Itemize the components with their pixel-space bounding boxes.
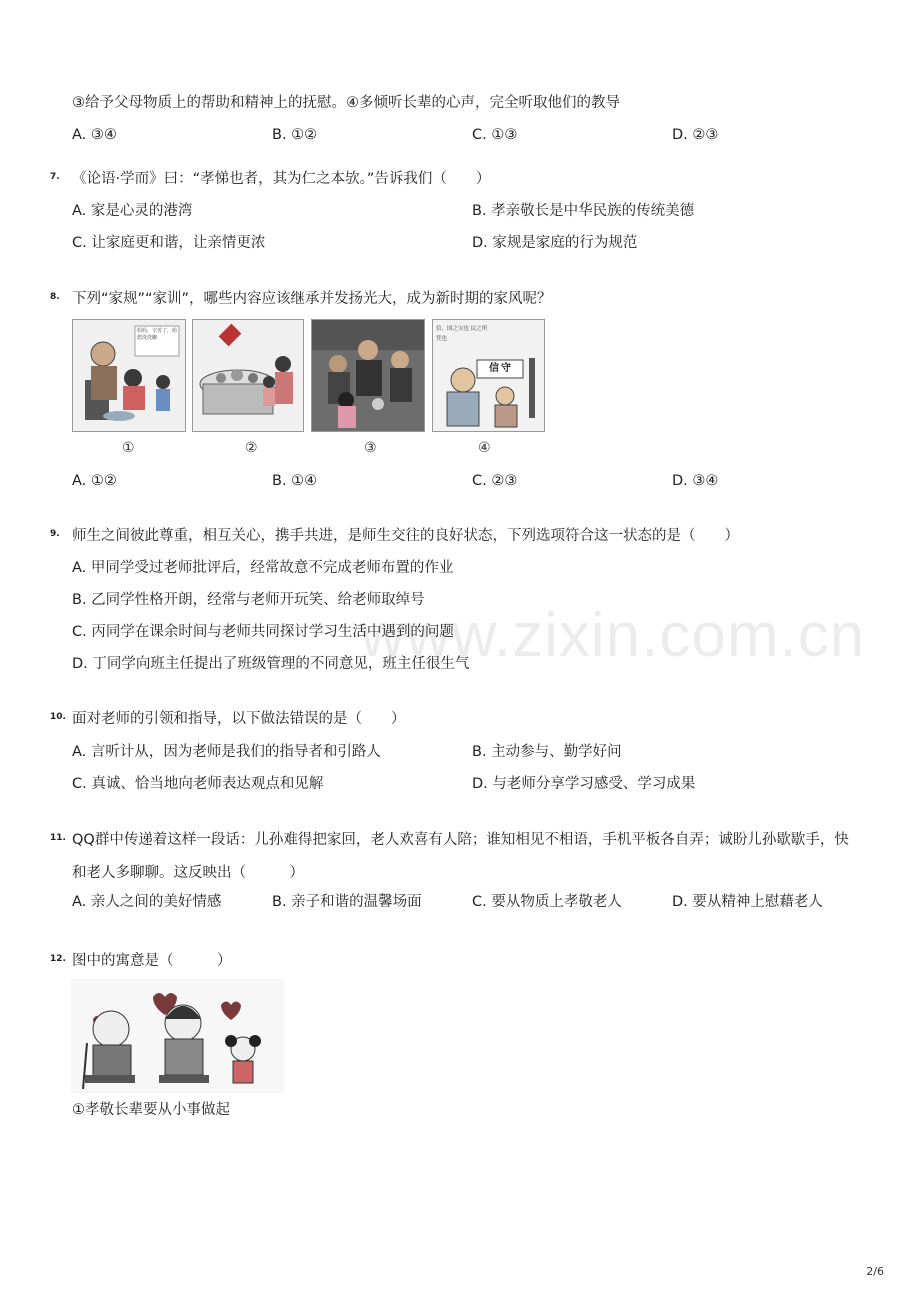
q8-number: 8. — [50, 292, 60, 302]
q7-option-b[interactable]: B. 孝亲敬长是中华民族的传统美德 — [472, 203, 695, 219]
q8-image-4 — [432, 319, 545, 432]
page-number: 2/6 — [866, 1265, 884, 1278]
q6-option-b[interactable]: B. ①② — [272, 127, 318, 143]
q10-option-c[interactable]: C. 真诚、恰当地向老师表达观点和见解 — [72, 776, 324, 792]
q8-image-4-sign: 信守 — [489, 363, 513, 374]
q11-option-c[interactable]: C. 要从物质上孝敬老人 — [472, 894, 622, 910]
q11-number: 11. — [50, 833, 66, 843]
q11-stem-line1: QQ群中传递着这样一段话：儿孙难得把家回，老人欢喜有人陪；谁知相见不相语，手机平板各自弄；诚盼儿孙歇歇手，快 — [72, 832, 849, 848]
q10-option-d[interactable]: D. 与老师分享学习感受、学习成果 — [472, 776, 696, 792]
q6-option-d[interactable]: D. ②③ — [672, 127, 719, 143]
q12-statement-1: ①孝敬长辈要从小事做起 — [72, 1102, 230, 1118]
q6-option-c[interactable]: C. ①③ — [472, 127, 518, 143]
q8-image-1 — [72, 319, 186, 432]
q8-image-1-caption: 妈妈，辛苦了，给您洗洗脚 — [137, 328, 178, 341]
q9-option-c[interactable]: C. 丙同学在课余时间与老师共同探讨学习生活中遇到的问题 — [72, 624, 454, 640]
q8-option-a[interactable]: A. ①② — [72, 473, 117, 489]
q10-stem: 面对老师的引领和指导，以下做法错误的是（ ） — [72, 711, 406, 727]
q10-number: 10. — [50, 712, 66, 722]
q8-image-label-2: ② — [245, 440, 258, 456]
q9-number: 9. — [50, 529, 60, 539]
q9-option-a[interactable]: A. 甲同学受过老师批评后，经常故意不完成老师布置的作业 — [72, 560, 454, 576]
q10-option-a[interactable]: A. 言听计从，因为老师是我们的指导者和引路人 — [72, 744, 381, 760]
q8-option-d[interactable]: D. ③④ — [672, 473, 719, 489]
q8-stem: 下列“家规”“家训”，哪些内容应该继承并发扬光大，成为新时期的家风呢？ — [72, 291, 552, 307]
q11-stem-line2: 和老人多聊聊。这反映出（ ） — [72, 865, 304, 881]
q7-stem: 《论语·学而》曰：“孝悌也者，其为仁之本欤。”告诉我们（ ） — [72, 171, 491, 187]
q8-image-4-caption: 信，国之宝也 民之所凭也 — [436, 326, 488, 342]
q8-image-label-1: ① — [122, 440, 135, 456]
q6-option-a[interactable]: A. ③④ — [72, 127, 117, 143]
q8-image-label-3: ③ — [364, 440, 377, 456]
q9-option-d[interactable]: D. 丁同学向班主任提出了班级管理的不同意见，班主任很生气 — [72, 656, 470, 672]
q12-stem: 图中的寓意是（ ） — [72, 953, 232, 969]
q11-option-d[interactable]: D. 要从精神上慰藉老人 — [672, 894, 823, 910]
q8-image-3 — [311, 319, 425, 432]
q7-option-d[interactable]: D. 家规是家庭的行为规范 — [472, 235, 638, 251]
q10-option-b[interactable]: B. 主动参与、勤学好问 — [472, 744, 622, 760]
q9-option-b[interactable]: B. 乙同学性格开朗，经常与老师开玩笑、给老师取绰号 — [72, 592, 425, 608]
q7-option-a[interactable]: A. 家是心灵的港湾 — [72, 203, 193, 219]
q8-option-c[interactable]: C. ②③ — [472, 473, 518, 489]
q11-option-a[interactable]: A. 亲人之间的美好情感 — [72, 894, 222, 910]
q8-image-2 — [192, 319, 304, 432]
q8-option-b[interactable]: B. ①④ — [272, 473, 318, 489]
q11-option-b[interactable]: B. 亲子和谐的温馨场面 — [272, 894, 422, 910]
q12-image — [71, 979, 284, 1093]
q8-image-label-4: ④ — [478, 440, 491, 456]
q9-stem: 师生之间彼此尊重，相互关心，携手共进，是师生交往的良好状态，下列选项符合这一状态的是（ ） — [72, 528, 739, 544]
q12-number: 12. — [50, 954, 66, 964]
q6-continuation: ③给予父母物质上的帮助和精神上的抚慰。④多倾听长辈的心声，完全听取他们的教导 — [72, 95, 620, 111]
q7-number: 7. — [50, 172, 60, 182]
watermark: www.zixin.com.cn — [360, 601, 866, 670]
q7-option-c[interactable]: C. 让家庭更和谐，让亲情更浓 — [72, 235, 266, 251]
